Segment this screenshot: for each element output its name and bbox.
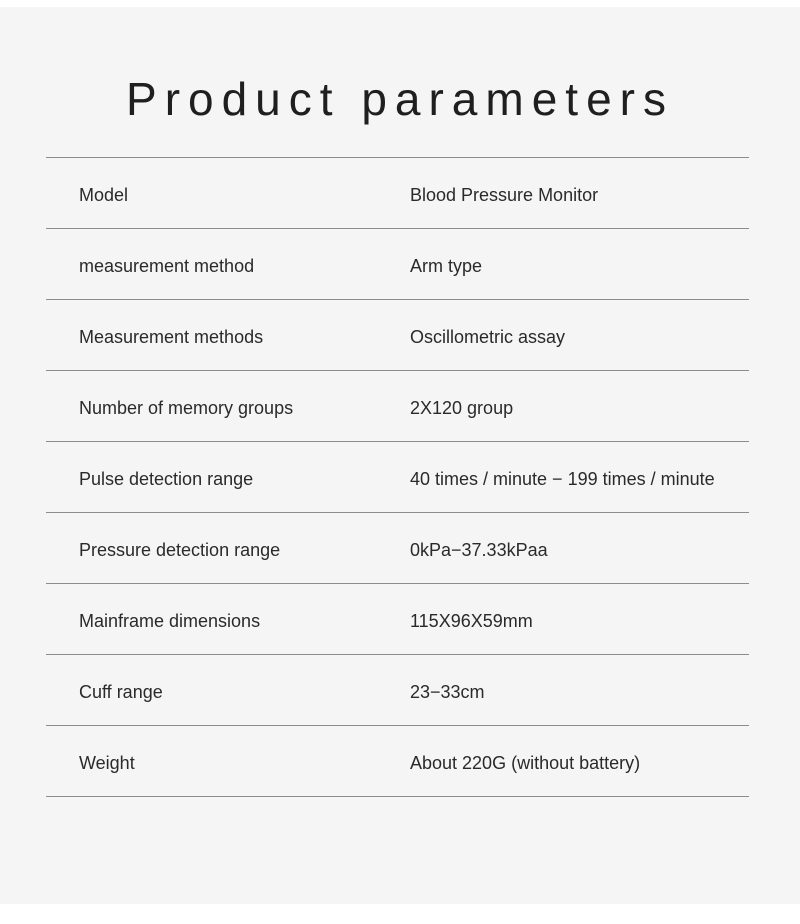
parameter-value: 0kPa−37.33kPaa <box>410 540 548 560</box>
table-row <box>46 584 749 655</box>
table-row <box>46 513 749 584</box>
table-row <box>46 371 749 442</box>
parameter-value: 2X120 group <box>410 398 514 418</box>
table-row <box>46 300 749 371</box>
table-row <box>46 158 749 229</box>
parameter-name: Weight <box>79 753 135 773</box>
parameter-value: 23−33cm <box>410 682 485 702</box>
table-row <box>46 726 749 797</box>
parameter-name: Model <box>79 185 129 205</box>
parameter-value: Oscillometric assay <box>410 327 566 347</box>
parameters-panel <box>0 7 800 904</box>
parameter-value: Blood Pressure Monitor <box>410 185 599 205</box>
table-row <box>46 655 749 726</box>
table-row <box>46 442 749 513</box>
parameter-name: Pressure detection range <box>79 540 281 560</box>
parameter-name: Number of memory groups <box>79 398 294 418</box>
parameter-value: Arm type <box>410 256 483 276</box>
page-title: Product parameters <box>126 73 674 125</box>
table-row <box>46 229 749 300</box>
parameter-value: 40 times / minute − 199 times / minute <box>410 469 715 489</box>
parameter-value: About 220G (without battery) <box>410 753 641 773</box>
parameter-name: Pulse detection range <box>79 469 254 489</box>
parameters-table <box>46 157 749 797</box>
parameter-name: measurement method <box>79 256 255 276</box>
parameter-value: 115X96X59mm <box>410 611 533 631</box>
parameter-name: Mainframe dimensions <box>79 611 261 631</box>
parameter-name: Cuff range <box>79 682 163 702</box>
parameter-name: Measurement methods <box>79 327 264 347</box>
